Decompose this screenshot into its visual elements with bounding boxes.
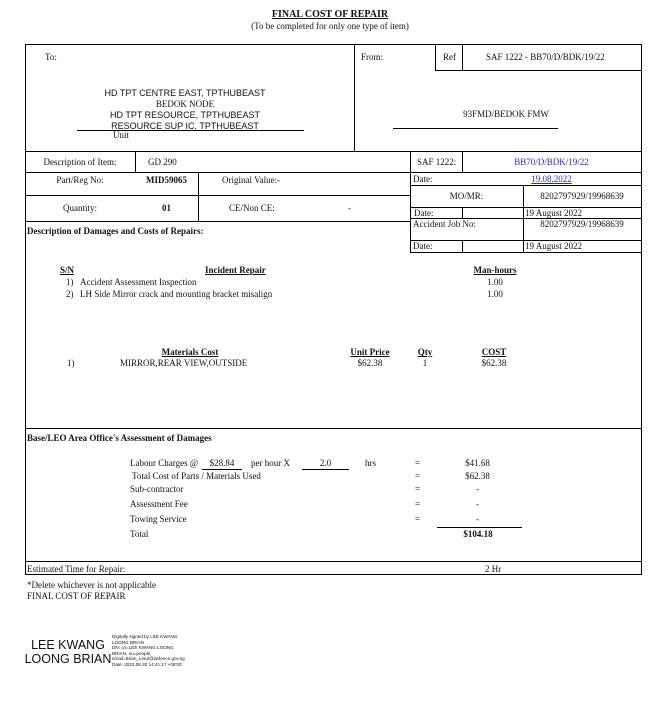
from-label: From: xyxy=(361,52,384,62)
hours-value: 2.0 xyxy=(302,458,349,470)
description-value: GD 290 xyxy=(148,157,177,167)
estimated-time-value: 2 Hr xyxy=(485,564,502,574)
signature-detail-line: DN: cn=LEE KWANG LOONG xyxy=(112,645,174,651)
towing-value: - xyxy=(476,514,479,524)
original-value-label: Original Value:- xyxy=(222,175,281,185)
repair-description: LH Side Mirror crack and mounting bracket misalign xyxy=(80,289,273,299)
ref-label: Ref xyxy=(443,52,456,62)
date3-value: 19 August 2022 xyxy=(525,241,583,251)
hrs-label: hrs xyxy=(365,458,376,468)
signature-detail-line: Digitally signed by LEE KWANG xyxy=(112,634,178,639)
materials-header: Materials Cost xyxy=(161,347,219,357)
accident-job-label: Accident Job No: xyxy=(413,219,476,229)
footer-title: FINAL COST OF REPAIR xyxy=(27,591,126,601)
estimated-time-label: Estimated Time for Repair: xyxy=(27,564,126,574)
material-qty: 1 xyxy=(422,358,428,368)
document-subtitle: (To be completed for only one type of item) xyxy=(251,21,409,31)
date1-value: 19.08.2022 xyxy=(531,174,572,184)
repair-sn: 1) xyxy=(66,277,74,287)
to-label: To: xyxy=(45,52,57,62)
total-label: Total xyxy=(130,529,149,539)
accident-job-value: 8202797929/19968639 xyxy=(540,219,624,229)
towing-label: Towing Service xyxy=(130,514,187,524)
assessment-fee-value: - xyxy=(476,499,479,509)
mo-mr-label: MO/MR: xyxy=(449,191,484,201)
parts-label: Total Cost of Parts / Materials Used xyxy=(132,471,261,481)
sn-header: S/N xyxy=(60,265,75,275)
ref-value: SAF 1222 - BB70/D/BDK/19/22 xyxy=(486,52,605,62)
date2-value: 19 August 2022 xyxy=(525,208,583,218)
description-label: Description of Item: xyxy=(43,157,117,167)
to-line: RESOURCE SUP IC, TPTHUBEAST xyxy=(111,121,259,131)
subcontractor-label: Sub-contractor xyxy=(130,484,184,494)
signature-name-line: LOONG BRIAN xyxy=(24,652,112,666)
signature-detail-line: email=Brian_Lee2@defence.gov.sg xyxy=(112,656,185,662)
document-title: FINAL COST OF REPAIR xyxy=(271,9,389,20)
from-underline xyxy=(393,128,558,129)
saf-label: SAF 1222: xyxy=(417,157,457,167)
assessment-section-title: Base/LEO Area Office's Assessment of Damages xyxy=(27,433,212,443)
unit-label: Unit xyxy=(113,130,130,140)
signature-name xyxy=(24,638,112,666)
to-line: BEDOK NODE xyxy=(155,99,215,109)
date1-label: Date: xyxy=(413,174,433,184)
repair-sn: 2) xyxy=(66,289,74,299)
part-reg-value: MID59065 xyxy=(146,175,187,185)
equals-sign: = xyxy=(415,514,421,524)
signature-detail-line: BRIAN, ou=people, xyxy=(112,650,152,656)
equals-sign: = xyxy=(415,458,421,468)
subcontractor-value: - xyxy=(476,484,479,494)
material-unit-price: $62.38 xyxy=(357,358,383,368)
quantity-value: 01 xyxy=(162,203,171,213)
from-value: 93FMD/BEDOK FMW xyxy=(463,109,549,119)
equals-sign: = xyxy=(415,484,421,494)
date2-label: Date: xyxy=(414,208,434,218)
material-sn: 1) xyxy=(67,358,75,368)
material-cost: $62.38 xyxy=(481,358,507,368)
part-reg-label: Part/Reg No: xyxy=(56,175,104,185)
ce-label: CE/Non CE: xyxy=(229,203,275,213)
to-line: HD TPT CENTRE EAST, TPTHUBEAST xyxy=(104,88,266,98)
date3-label: Date: xyxy=(413,241,433,251)
quantity-label: Quantity: xyxy=(63,203,97,213)
labour-label: Labour Charges @ xyxy=(130,458,199,468)
ce-value: - xyxy=(348,203,351,213)
parts-total: $62.38 xyxy=(465,471,490,481)
equals-sign: = xyxy=(415,471,421,481)
assessment-fee-label: Assessment Fee xyxy=(130,499,188,509)
incident-repair-header: Incident Repair xyxy=(205,265,266,275)
labour-rate: $28.84 xyxy=(202,458,242,470)
repair-description: Accident Assessment Inspection xyxy=(80,277,197,287)
unit-underline xyxy=(77,130,304,131)
signature-name-line: LEE KWANG xyxy=(31,638,105,652)
repair-manhours: 1.00 xyxy=(487,289,503,299)
mo-mr-value: 8202797929/19968639 xyxy=(540,191,624,201)
to-address xyxy=(60,88,310,132)
signature-detail-line: Date: 2022.08.30 14:41:17 +08'00' xyxy=(112,661,183,667)
qty-header: Qty xyxy=(417,347,433,357)
cost-header: COST xyxy=(481,347,507,357)
total-value: $104.18 xyxy=(463,529,493,539)
to-line: HD TPT RESOURCE, TPTHUBEAST xyxy=(109,110,261,120)
signature-detail-line: LOONG BRIAN xyxy=(112,639,144,645)
repair-manhours: 1.00 xyxy=(487,277,503,287)
material-description: MIRROR,REAR VIEW,OUTSIDE xyxy=(120,358,248,368)
manhours-header: Man-hours xyxy=(473,265,517,275)
signature-details xyxy=(112,634,185,668)
delete-note: *Delete whichever is not applicable xyxy=(27,580,156,590)
damages-section-title: Description of Damages and Costs of Repairs: xyxy=(27,226,204,236)
equals-sign: = xyxy=(415,499,421,509)
total-rule xyxy=(437,527,522,528)
per-hour-label: per hour X xyxy=(251,458,290,468)
saf-value: BB70/D/BDK/19/22 xyxy=(514,157,589,167)
labour-total: $41.68 xyxy=(465,458,490,468)
unit-price-header: Unit Price xyxy=(350,347,390,357)
